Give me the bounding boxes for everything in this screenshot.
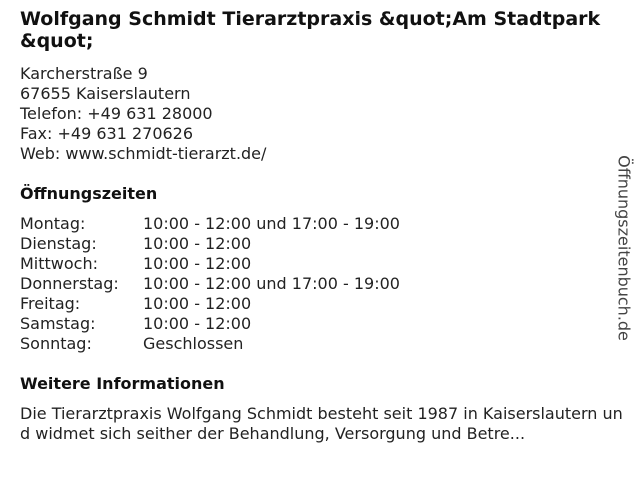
opening-hours-heading: Öffnungszeiten (20, 184, 158, 203)
hours-row-friday (20, 294, 400, 314)
phone-number: Telefon: +49 631 28000 (20, 104, 213, 123)
hours-row-tuesday (20, 234, 400, 254)
hours-row-thursday (20, 274, 400, 294)
street-address: Karcherstraße 9 (20, 64, 148, 83)
hours-row-saturday (20, 314, 400, 334)
time-value: 10:00 - 12:00 und 17:00 - 19:00 (143, 214, 400, 233)
address-block (20, 64, 266, 164)
day-label: Dienstag: (20, 234, 97, 253)
fax-number: Fax: +49 631 270626 (20, 124, 194, 143)
further-information-text: Die Tierarztpraxis Wolfgang Schmidt besteht seit 1987 in Kaiserslautern und widmet sich seither der Behandlung, Versorgung und Betre... (20, 404, 623, 443)
opening-hours-table (20, 214, 400, 354)
time-value: 10:00 - 12:00 (143, 314, 252, 333)
day-label: Samstag: (20, 314, 96, 333)
page-title: Wolfgang Schmidt Tierarztpraxis &quot;Am Stadtpark &quot; (20, 8, 601, 52)
day-label: Mittwoch: (20, 254, 98, 273)
site-watermark: Öffnungszeitenbuch.de (614, 155, 634, 341)
hours-row-wednesday (20, 254, 400, 274)
city-postal-code: 67655 Kaiserslautern (20, 84, 191, 103)
time-value: 10:00 - 12:00 (143, 254, 252, 273)
further-information-heading: Weitere Informationen (20, 374, 225, 393)
day-label: Freitag: (20, 294, 81, 313)
time-value: 10:00 - 12:00 (143, 294, 252, 313)
day-label: Montag: (20, 214, 86, 233)
day-label: Donnerstag: (20, 274, 119, 293)
website: Web: www.schmidt-tierarzt.de/ (20, 144, 267, 163)
time-value: 10:00 - 12:00 und 17:00 - 19:00 (143, 274, 400, 293)
hours-row-monday (20, 214, 400, 234)
day-label: Sonntag: (20, 334, 92, 353)
hours-row-sunday (20, 334, 400, 354)
time-value: 10:00 - 12:00 (143, 234, 252, 253)
time-value: Geschlossen (143, 334, 244, 353)
